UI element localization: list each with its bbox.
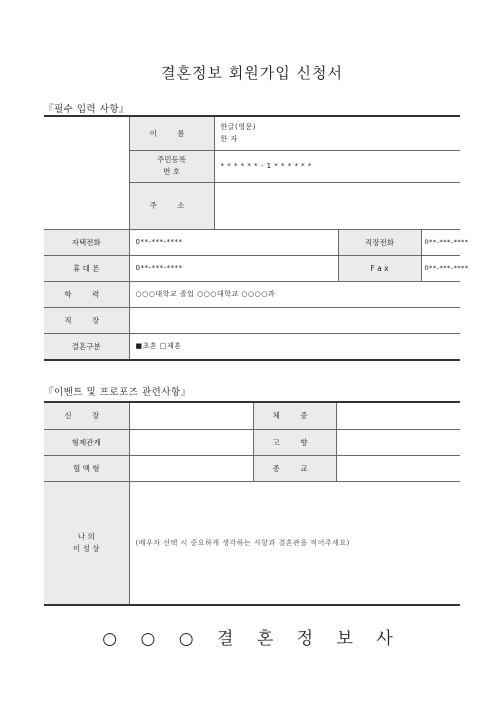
education-row <box>44 281 460 307</box>
weight-field[interactable] <box>336 402 460 429</box>
address-label: 주 소 <box>129 182 214 229</box>
section-heading-event: 『이벤트 및 프로포즈 관련사항』 <box>44 387 191 398</box>
siblings-field[interactable] <box>129 429 253 455</box>
first-marriage-checkbox[interactable]: ■ <box>135 342 143 351</box>
siblings-label: 형제관계 <box>44 429 129 455</box>
religion-label: 종 교 <box>253 455 336 481</box>
photo-area <box>44 116 129 229</box>
marital-label: 결혼구분 <box>44 333 129 360</box>
resident-number-field[interactable]: * * * * * * - 1 * * * * * * <box>214 150 460 182</box>
weight-label: 체 중 <box>253 402 336 429</box>
mobile-fax-row <box>44 255 460 281</box>
company-name: ○ ○ ○ 결 혼 정 보 사 <box>102 629 402 649</box>
hometown-field[interactable] <box>336 429 460 455</box>
resident-number-label-line1: 주민등록 <box>157 155 186 164</box>
resident-number-label <box>129 150 214 182</box>
marital-row <box>44 333 460 360</box>
name-hangul-label: 한글(영문) <box>220 123 257 132</box>
work-phone-field[interactable]: 0**-***-**** <box>421 229 460 255</box>
name-hanja-label: 한 자 <box>220 135 238 144</box>
ideal-partner-label-line2: 이 성 상 <box>72 543 100 553</box>
religion-field[interactable] <box>336 455 460 481</box>
education-label: 학 력 <box>44 281 129 307</box>
home-phone-label: 자택전화 <box>44 229 129 255</box>
phone-row <box>44 229 460 255</box>
job-field[interactable] <box>129 307 460 333</box>
first-marriage-label: 초혼 <box>142 342 158 351</box>
siblings-hometown-row <box>44 429 460 455</box>
home-phone-field[interactable]: 0**-***-**** <box>129 229 338 255</box>
mobile-field[interactable]: 0**-***-**** <box>129 255 338 281</box>
height-field[interactable] <box>129 402 253 429</box>
address-field[interactable] <box>214 182 460 229</box>
blood-type-label: 혈 액 형 <box>44 455 129 481</box>
education-field[interactable]: ○○○대학교 졸업 ○○○대학교 ○○○○과 <box>129 281 460 307</box>
mobile-label: 휴 대 폰 <box>44 255 129 281</box>
work-phone-label: 직장전화 <box>338 229 421 255</box>
section-heading-required: 『필수 입력 사항』 <box>44 104 130 115</box>
name-label: 이 름 <box>129 116 214 150</box>
ideal-partner-label <box>44 481 129 605</box>
height-label: 신 장 <box>44 402 129 429</box>
blood-type-field[interactable] <box>129 455 253 481</box>
fax-field[interactable]: 0**-***-**** <box>421 255 460 281</box>
job-row <box>44 307 460 333</box>
job-label: 직 장 <box>44 307 129 333</box>
name-row <box>44 116 460 150</box>
ideal-partner-field[interactable]: (배우자 선택 시 중요하게 생각하는 사항과 결혼관을 적어주세요) <box>129 481 460 605</box>
height-weight-row <box>44 402 460 429</box>
hometown-label: 고 향 <box>253 429 336 455</box>
resident-number-label-line2: 번 호 <box>163 167 180 176</box>
remarriage-checkbox[interactable]: □ <box>159 342 168 351</box>
page-title: 결혼정보 회원가입 신청서 <box>161 64 343 82</box>
blood-religion-row <box>44 455 460 481</box>
marital-field <box>129 333 460 360</box>
name-field[interactable] <box>214 116 460 150</box>
required-info-table <box>44 115 469 361</box>
ideal-partner-label-line1: 나 의 <box>77 531 95 541</box>
ideal-partner-row <box>44 481 460 605</box>
remarriage-label: 재혼 <box>167 342 182 351</box>
event-info-table <box>44 401 460 606</box>
fax-label: F a x <box>338 255 421 281</box>
